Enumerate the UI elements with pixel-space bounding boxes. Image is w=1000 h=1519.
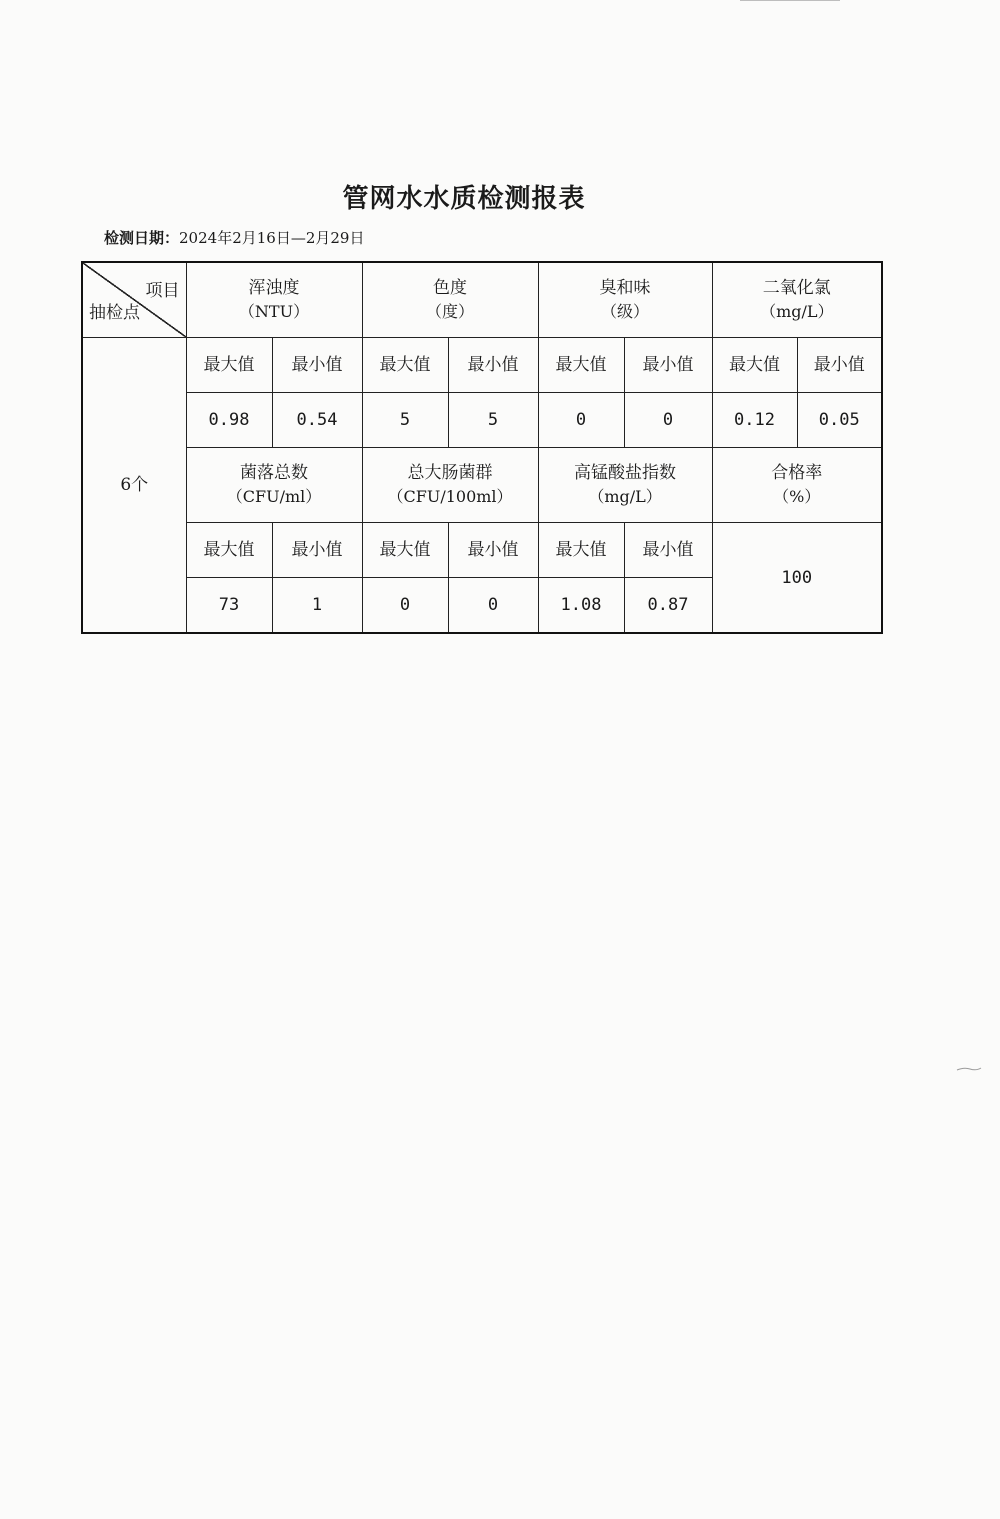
max-label: 最大值	[538, 338, 624, 393]
odor-name: 臭和味	[599, 278, 651, 298]
turbidity-min: 0.54	[272, 393, 362, 448]
water-quality-table	[81, 261, 883, 634]
odor-min: 0	[624, 393, 712, 448]
permanganate-unit: （mg/L）	[588, 487, 662, 506]
chlorine-dioxide-min: 0.05	[797, 393, 882, 448]
test-date-value: 2024年2月16日—2月29日	[179, 229, 365, 247]
colony-count-max: 73	[186, 578, 272, 634]
colony-count-header	[186, 448, 362, 523]
chroma-max: 5	[362, 393, 448, 448]
min-label: 最小值	[624, 523, 712, 578]
pen-mark	[956, 1066, 982, 1072]
page-edge	[740, 0, 840, 1]
permanganate-max: 1.08	[538, 578, 624, 634]
chlorine-dioxide-unit: （mg/L）	[760, 302, 834, 321]
colony-count-unit: （CFU/ml）	[226, 487, 322, 506]
sample-points-cell: 6个	[82, 338, 186, 634]
odor-max: 0	[538, 393, 624, 448]
pass-rate-header	[712, 448, 882, 523]
min-label: 最小值	[448, 338, 538, 393]
page-title: 管网水水质检测报表	[342, 184, 586, 214]
turbidity-max: 0.98	[186, 393, 272, 448]
header-row-2	[82, 448, 882, 523]
chlorine-dioxide-header	[712, 262, 882, 338]
header-row-1	[82, 262, 882, 338]
turbidity-header	[186, 262, 362, 338]
permanganate-header	[538, 448, 712, 523]
min-label: 最小值	[797, 338, 882, 393]
colony-count-name: 菌落总数	[240, 463, 308, 483]
min-label: 最小值	[272, 338, 362, 393]
min-label: 最小值	[448, 523, 538, 578]
pass-rate-unit: （%）	[773, 487, 821, 506]
max-label: 最大值	[362, 523, 448, 578]
min-label: 最小值	[272, 523, 362, 578]
chroma-name: 色度	[433, 278, 468, 298]
chroma-header	[362, 262, 538, 338]
corner-header-cell	[82, 262, 186, 338]
min-label: 最小值	[624, 338, 712, 393]
test-date-line	[104, 227, 364, 248]
colony-count-min: 1	[272, 578, 362, 634]
coliform-max: 0	[362, 578, 448, 634]
chlorine-dioxide-name: 二氧化氯	[762, 278, 831, 298]
coliform-min: 0	[448, 578, 538, 634]
max-label: 最大值	[362, 338, 448, 393]
max-label: 最大值	[186, 523, 272, 578]
chroma-unit: （度）	[426, 302, 475, 321]
odor-header	[538, 262, 712, 338]
value-row-1	[82, 393, 882, 448]
maxmin-label-row-1	[82, 338, 882, 393]
test-date-label: 检测日期：	[104, 229, 180, 247]
chroma-min: 5	[448, 393, 538, 448]
corner-item-label: 项目	[145, 281, 180, 301]
odor-unit: （级）	[601, 302, 650, 321]
chlorine-dioxide-max: 0.12	[712, 393, 797, 448]
max-label: 最大值	[712, 338, 797, 393]
pass-rate-value: 100	[712, 523, 882, 634]
coliform-unit: （CFU/100ml）	[387, 487, 513, 506]
permanganate-name: 高锰酸盐指数	[574, 463, 677, 483]
coliform-header	[362, 448, 538, 523]
turbidity-unit: （NTU）	[238, 302, 310, 321]
permanganate-min: 0.87	[624, 578, 712, 634]
pass-rate-name: 合格率	[771, 463, 823, 483]
max-label: 最大值	[186, 338, 272, 393]
coliform-name: 总大肠菌群	[407, 463, 493, 483]
max-label: 最大值	[538, 523, 624, 578]
corner-point-label: 抽检点	[89, 303, 140, 323]
maxmin-label-row-2	[82, 523, 882, 578]
turbidity-name: 浑浊度	[248, 278, 300, 298]
